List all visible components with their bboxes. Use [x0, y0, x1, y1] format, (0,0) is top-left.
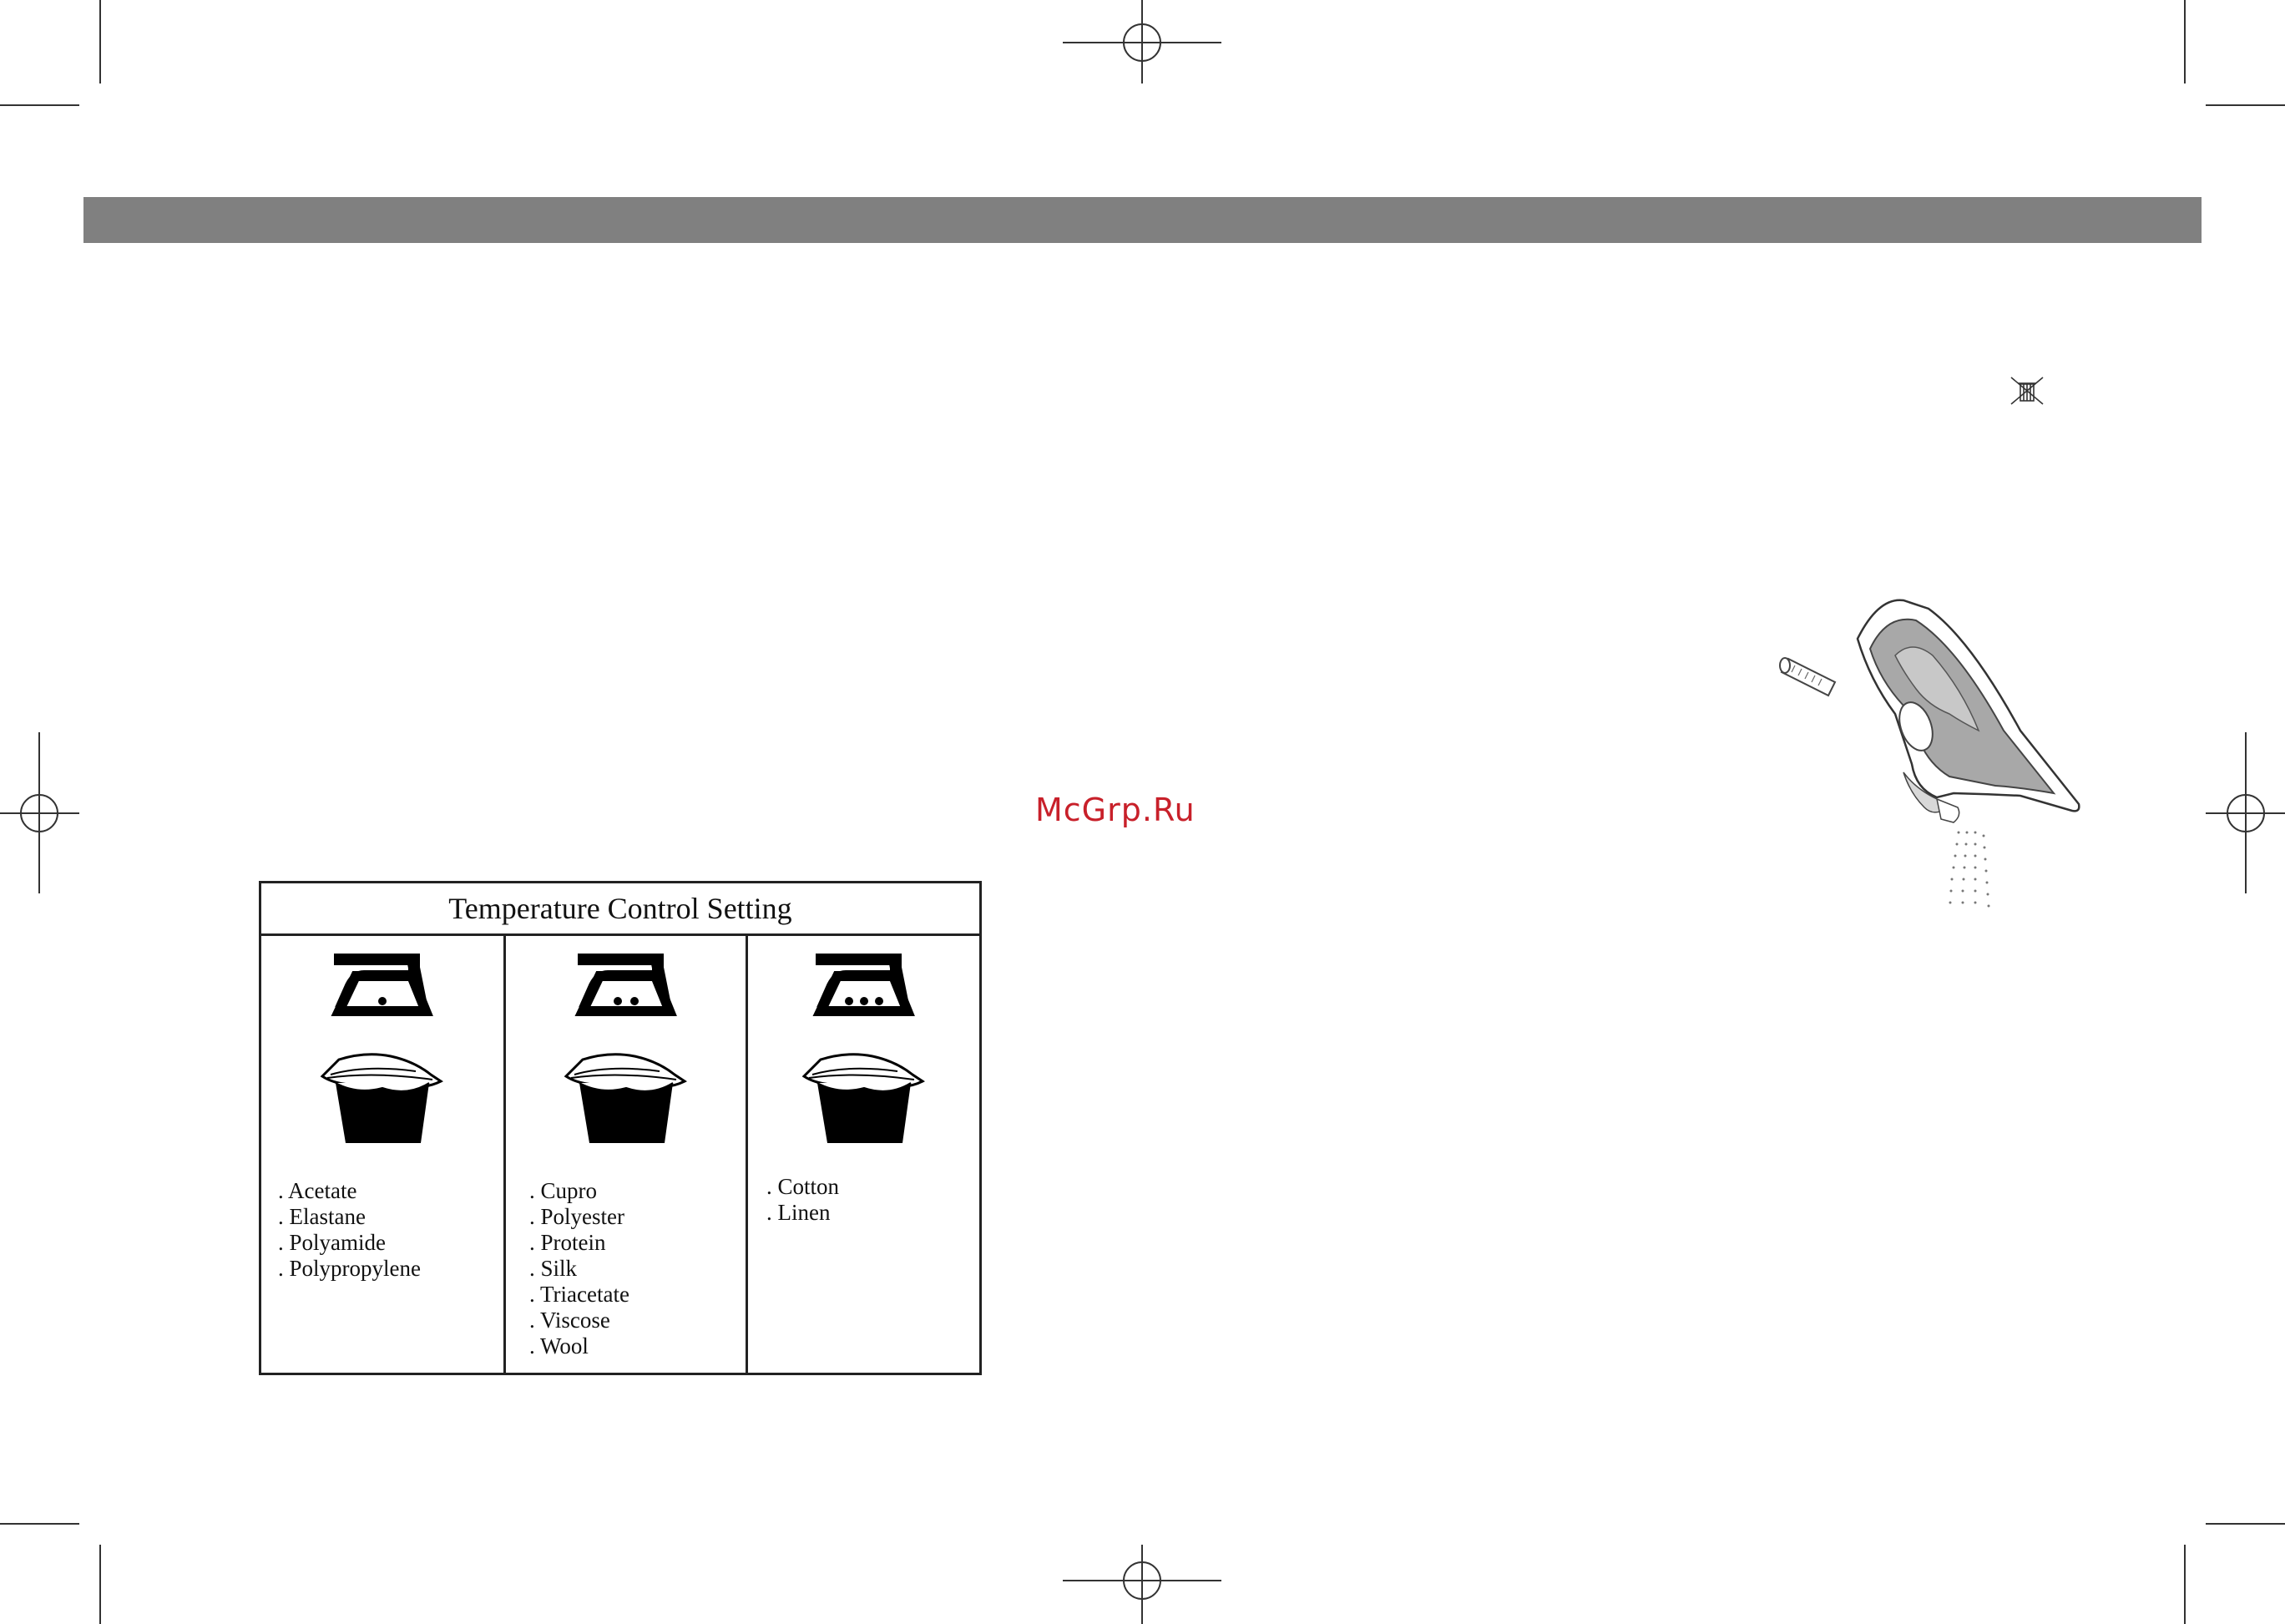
list-item: . Cotton: [766, 1174, 839, 1200]
list-item: . Polypropylene: [278, 1256, 421, 1282]
list-item: . Polyester: [529, 1204, 629, 1230]
list-item: . Acetate: [278, 1178, 421, 1204]
iron-two-dots-icon: [559, 953, 693, 1145]
iron-one-dot-icon: [316, 953, 449, 1145]
list-item: . Silk: [529, 1256, 629, 1282]
watermark: McGrp.Ru: [1035, 792, 1196, 828]
list-item: . Linen: [766, 1200, 839, 1226]
list-item: . Viscose: [529, 1308, 629, 1333]
fabric-list-high: [766, 1174, 839, 1226]
setting-column-high: [748, 936, 979, 1375]
fabric-list-medium: [529, 1178, 629, 1359]
setting-column-low: [261, 936, 506, 1375]
list-item: . Protein: [529, 1230, 629, 1256]
table-title: Temperature Control Setting: [261, 883, 979, 936]
temperature-control-table: [259, 881, 982, 1375]
list-item: . Triacetate: [529, 1282, 629, 1308]
list-item: . Elastane: [278, 1204, 421, 1230]
list-item: . Cupro: [529, 1178, 629, 1204]
fabric-list-low: [278, 1178, 421, 1282]
iron-three-dots-icon: [797, 953, 931, 1145]
setting-column-medium: [506, 936, 748, 1375]
list-item: . Wool: [529, 1333, 629, 1359]
crossed-out-bin-icon: [2008, 374, 2046, 407]
steam-iron-illustration: [1770, 589, 2087, 914]
list-item: . Polyamide: [278, 1230, 421, 1256]
